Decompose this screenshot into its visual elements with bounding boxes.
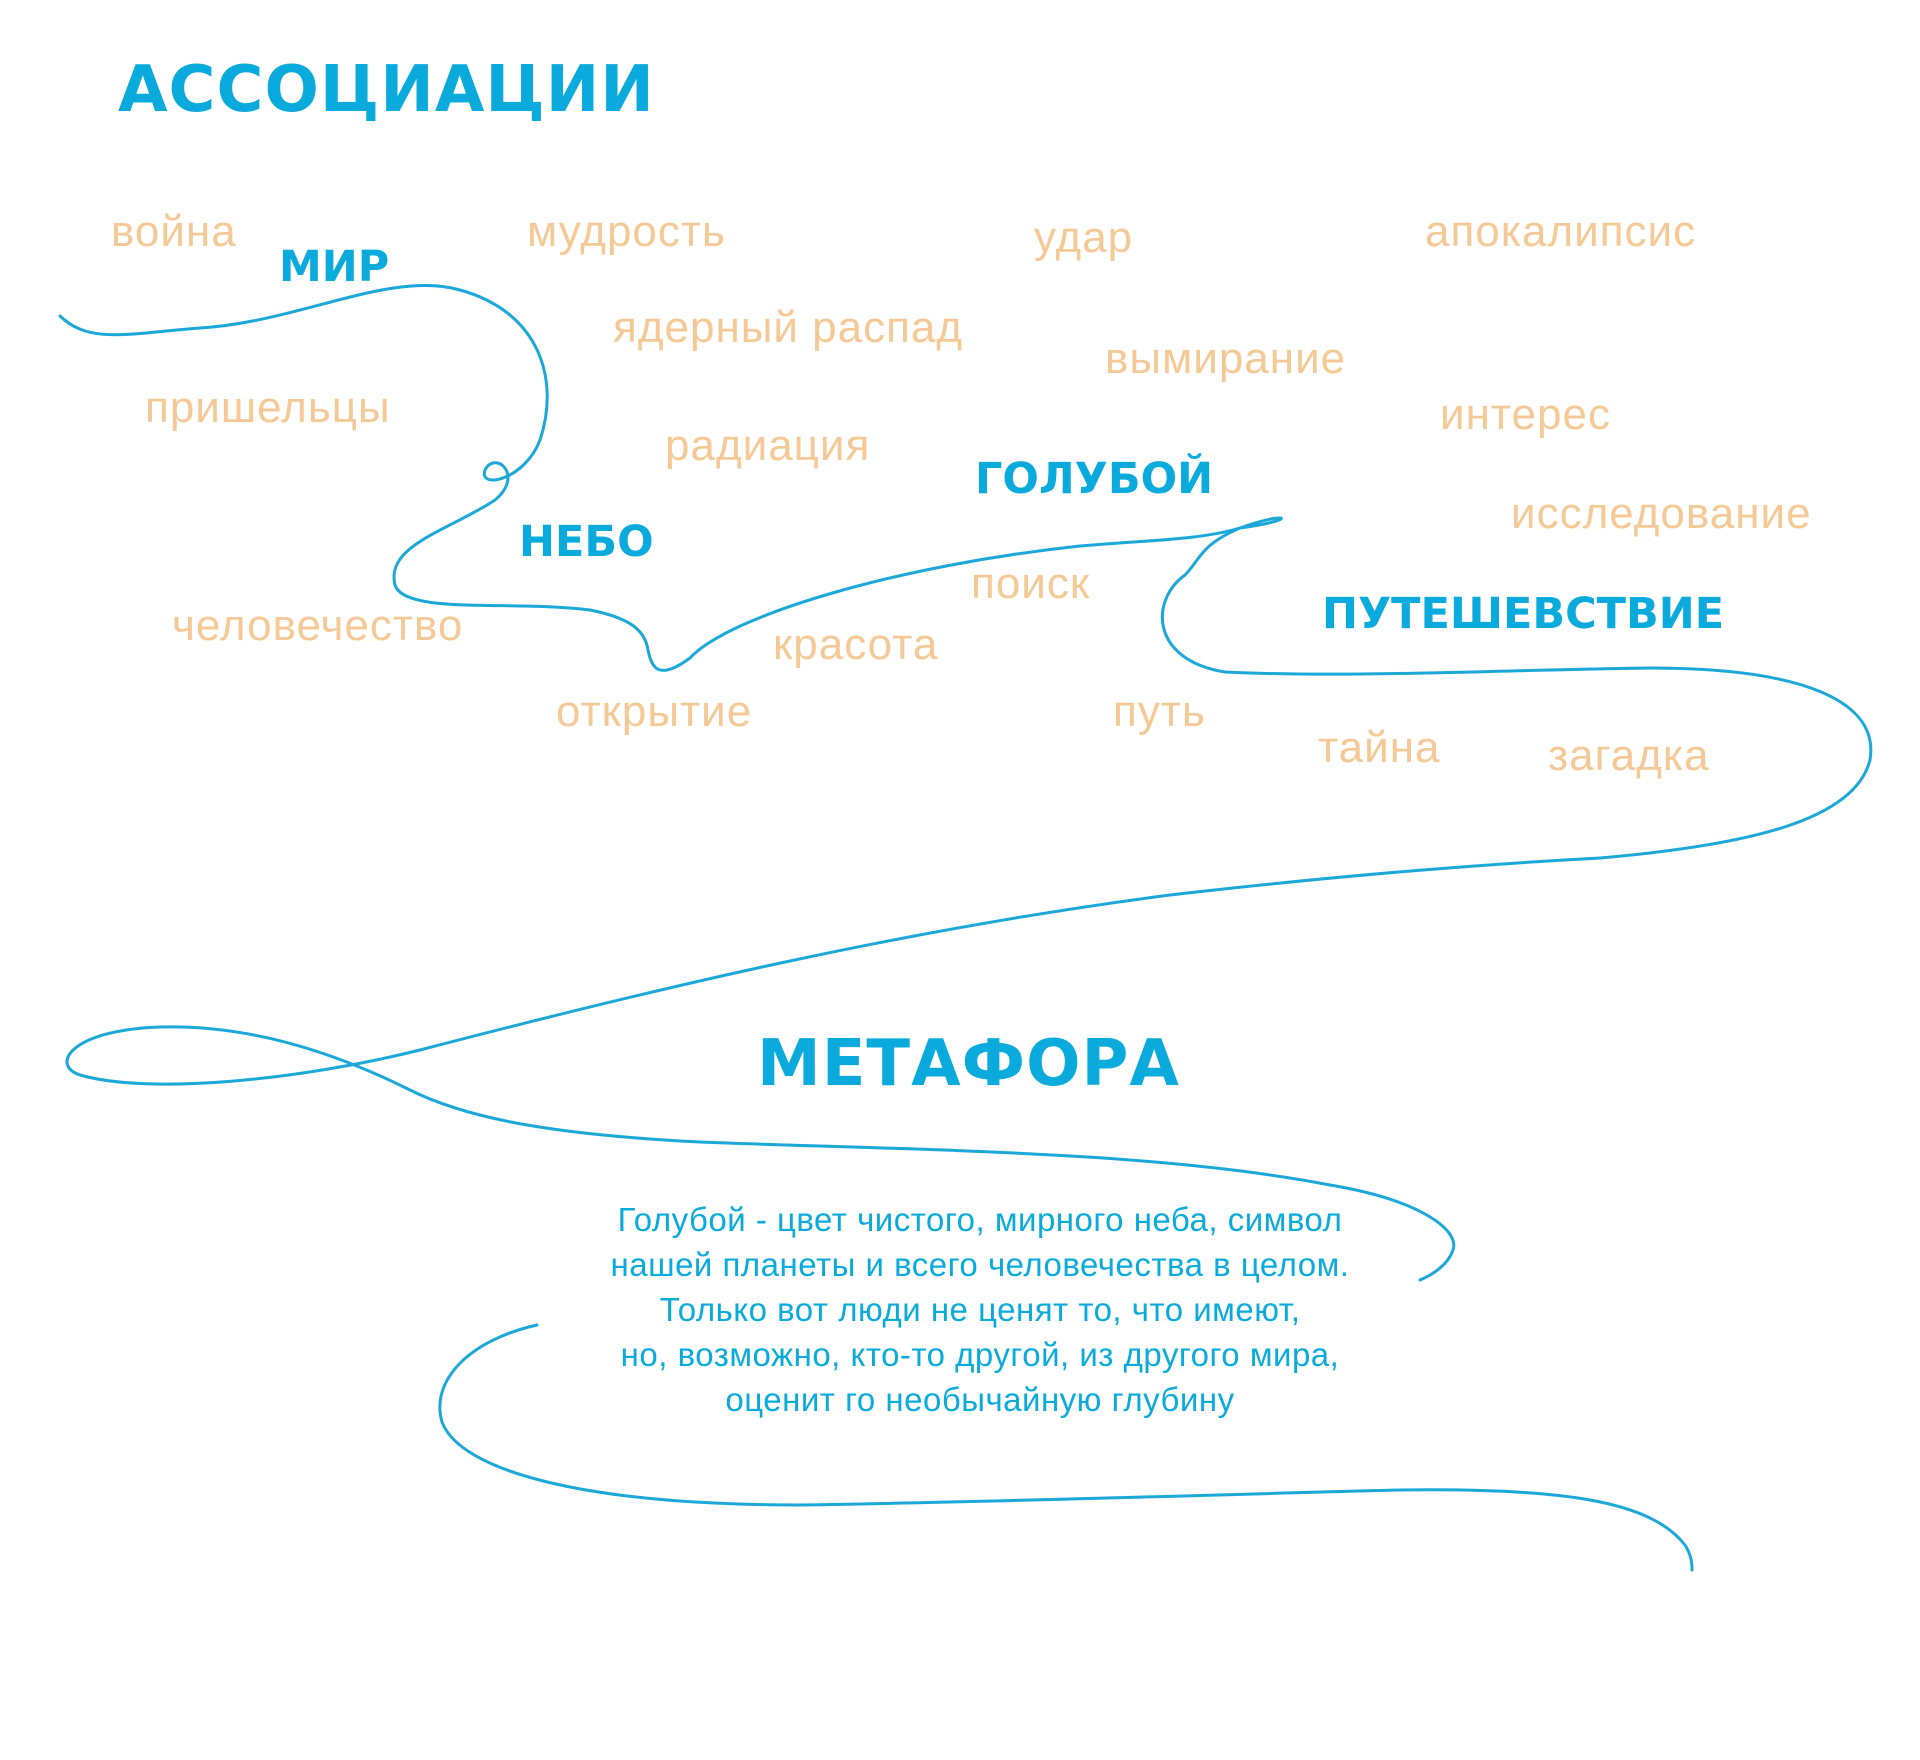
metaphor-line: Только вот люди не ценят то, что имеют, — [659, 1291, 1301, 1328]
keyword-nebo: НЕБО — [519, 517, 654, 567]
metaphor-line: нашей планеты и всего человечества в целом. — [610, 1246, 1350, 1283]
association-tayna: тайна — [1318, 723, 1441, 772]
association-udar: удар — [1034, 213, 1134, 262]
metaphor-line: Голубой - цвет чистого, мирного неба, символ — [617, 1201, 1343, 1238]
keyword-puteshevstvie: ПУТЕШЕВСТВИЕ — [1322, 589, 1725, 639]
association-prishelcy: пришельцы — [145, 383, 391, 432]
association-voyna: война — [111, 207, 237, 256]
association-put: путь — [1113, 687, 1206, 736]
association-vymiranie: вымирание — [1105, 334, 1347, 383]
keyword-mir: МИР — [279, 242, 390, 292]
metaphor-line: оценит го необычайную глубину — [725, 1381, 1235, 1418]
association-zagadka: загадка — [1548, 731, 1710, 780]
association-interes: интерес — [1440, 390, 1611, 439]
metaphor-line: но, возможно, кто-то другой, из другого мира, — [620, 1336, 1340, 1373]
association-chelovechestvo: человечество — [172, 601, 464, 650]
association-issledovanie: исследование — [1511, 489, 1812, 538]
association-yaderny-raspad: ядерный распад — [613, 303, 964, 352]
metaphor-text — [500, 1197, 1460, 1422]
association-otkrytie: открытие — [556, 687, 753, 736]
association-krasota: красота — [773, 620, 939, 669]
association-radiaciya: радиация — [665, 421, 871, 470]
association-poisk: поиск — [971, 559, 1091, 608]
association-mudrost: мудрость — [527, 207, 726, 256]
association-apokalipsis: апокалипсис — [1425, 207, 1697, 256]
metaphor-heading: МЕТАФОРА — [757, 1027, 1180, 1101]
page-title: АССОЦИАЦИИ — [118, 53, 655, 127]
keyword-goluboy: ГОЛУБОЙ — [975, 454, 1214, 504]
